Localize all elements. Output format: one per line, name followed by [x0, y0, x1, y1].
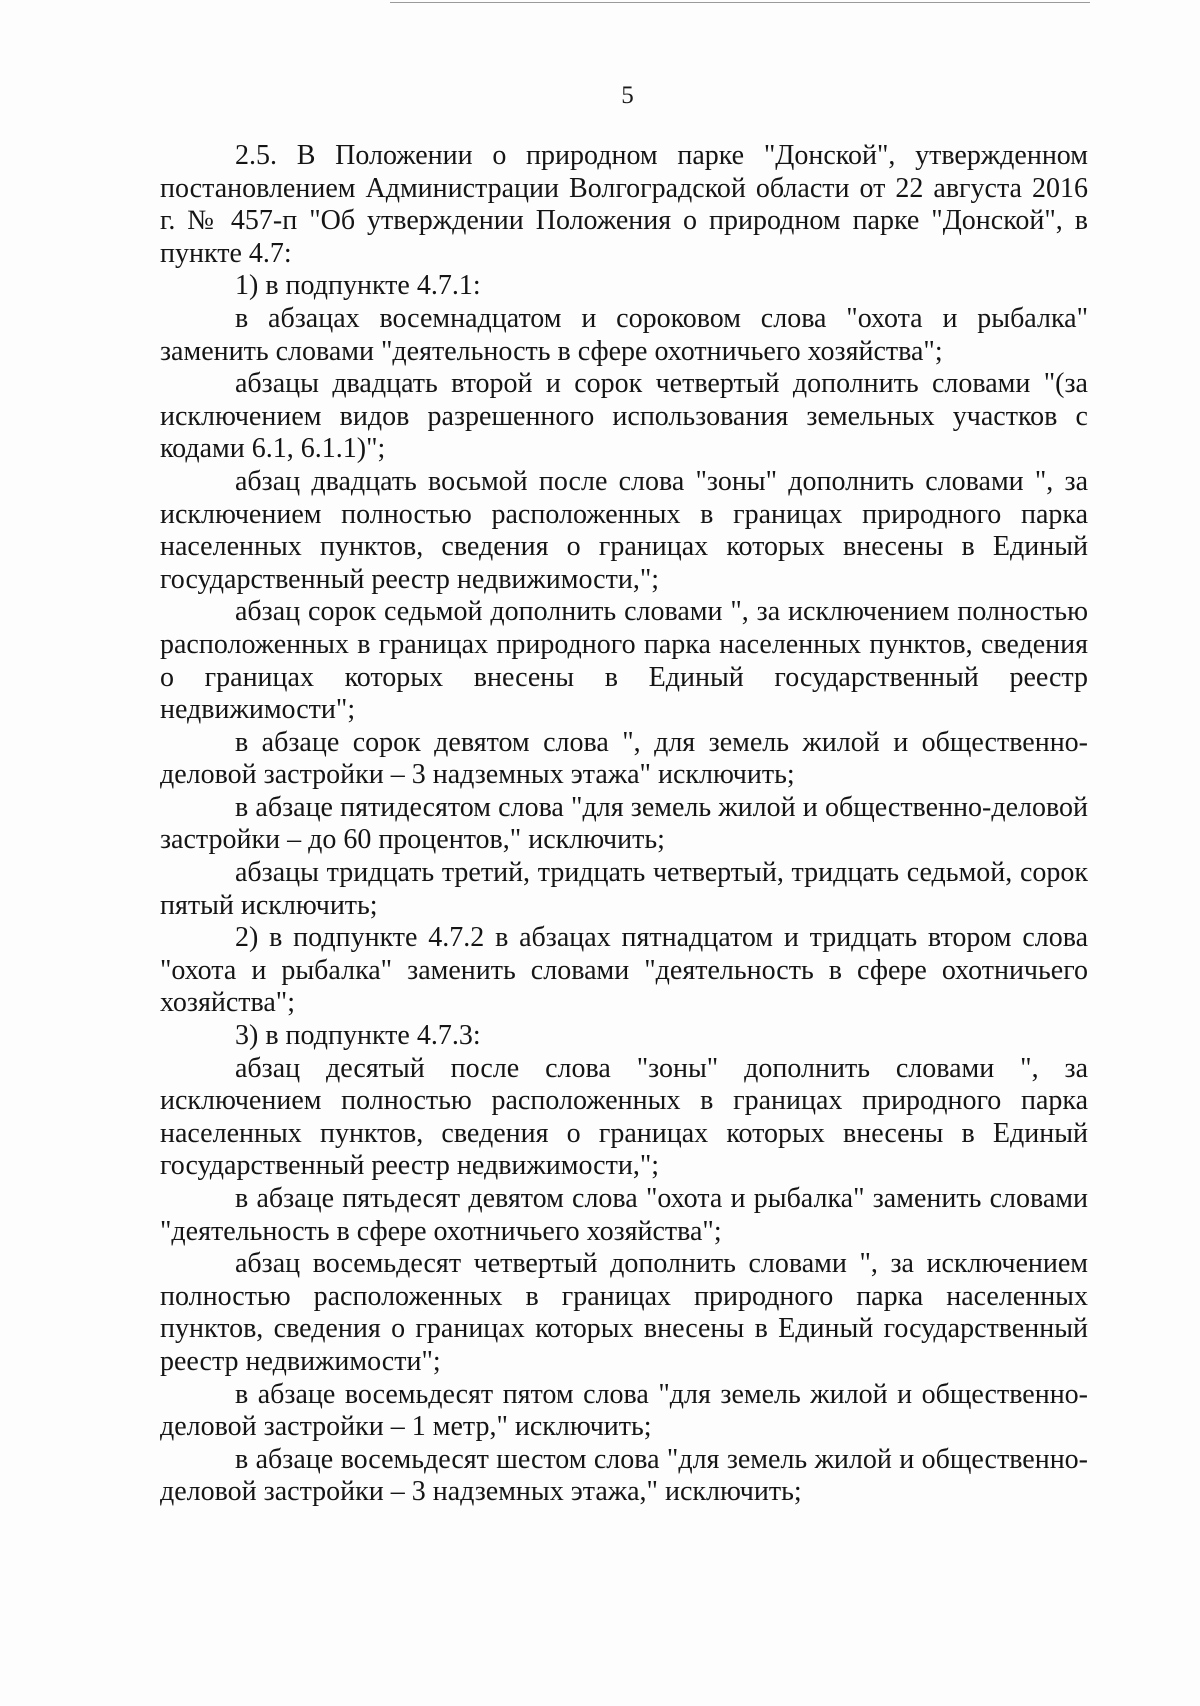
paragraph-2-5: 2.5. В Положении о природном парке "Донской", утвержденном постановлением Администрации Волгоградской области от 22 августа 2016 г. № 457-п "Об утверждении Положения о природном парке "Донской", в пункте 4.7: [160, 140, 1088, 269]
paragraph-amendment: абзацы тридцать третий, тридцать четвертый, тридцать седьмой, сорок пятый исключить; [160, 857, 1088, 921]
paragraph-subitem-2: 2) в подпункте 4.7.2 в абзацах пятнадцатом и тридцать втором слова "охота и рыбалка" заменить словами "деятельность в сфере охотничьего хозяйства"; [160, 922, 1088, 1019]
paragraph-amendment: абзац восемьдесят четвертый дополнить словами ", за исключением полностью расположенных в границах природного парка населенных пунктов, сведения о границах которых внесены в Единый государственный реестр недвижимости"; [160, 1248, 1088, 1377]
page-number: 5 [621, 82, 634, 109]
paragraph-amendment: абзац десятый после слова "зоны" дополнить словами ", за исключением полностью расположенных в границах природного парка населенных пунктов, сведения о границах которых внесены в Единый государственный реестр недвижимости,"; [160, 1052, 1088, 1182]
paragraph-amendment: в абзаце восемьдесят шестом слова "для земель жилой и общественно-деловой застройки – 3 надземных этажа," исключить; [160, 1443, 1088, 1508]
paragraph-subitem-1: 1) в подпункте 4.7.1: [235, 270, 481, 302]
paragraph-amendment: абзац двадцать восьмой после слова "зоны" дополнить словами ", за исключением полностью расположенных в границах природного парка населенных пунктов, сведения о границах которых внесены в Единый государственный реестр недвижимости,"; [160, 465, 1088, 595]
paragraph-subitem-3: 3) в подпункте 4.7.3: [235, 1020, 481, 1052]
paragraph-amendment: в абзаце сорок девятом слова ", для земель жилой и общественно-деловой застройки – 3 надземных этажа" исключить; [160, 726, 1088, 791]
paragraph-amendment: в абзацах восемнадцатом и сороковом слова "охота и рыбалка" заменить словами "деятельность в сфере охотничьего хозяйства"; [160, 302, 1088, 367]
paragraph-amendment: в абзаце восемьдесят пятом слова "для земель жилой и общественно-деловой застройки – 1 метр," исключить; [160, 1378, 1088, 1443]
scan-top-edge [390, 2, 1090, 3]
paragraph-amendment: абзацы двадцать второй и сорок четвертый дополнить словами "(за исключением видов разрешенного использования земельных участков с кодами 6.1, 6.1.1)"; [160, 368, 1088, 465]
paragraph-amendment: в абзаце пятьдесят девятом слова "охота и рыбалка" заменить словами "деятельность в сфере охотничьего хозяйства"; [160, 1183, 1088, 1247]
paragraph-amendment: в абзаце пятидесятом слова "для земель жилой и общественно-деловой застройки – до 60 процентов," исключить; [160, 791, 1088, 856]
paragraph-amendment: абзац сорок седьмой дополнить словами ", за исключением полностью расположенных в границах природного парка населенных пунктов, сведения о границах которых внесены в Единый государственный реестр недвижимости"; [160, 596, 1088, 726]
document-body [160, 140, 1088, 1509]
